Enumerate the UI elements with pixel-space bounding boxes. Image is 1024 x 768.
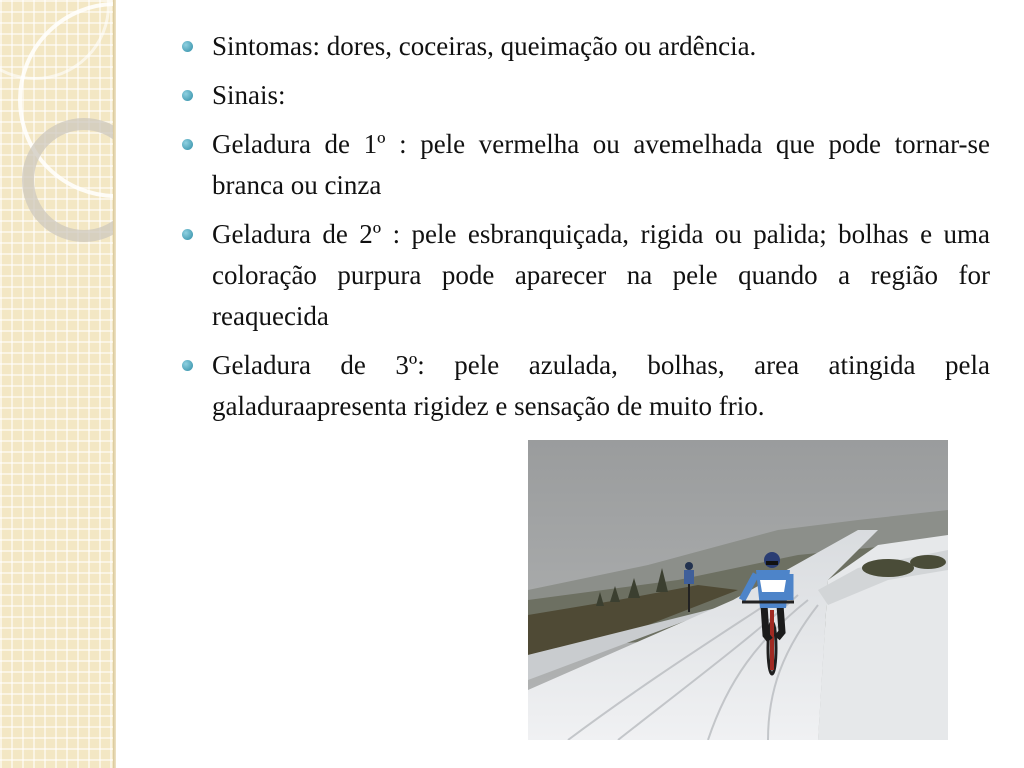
list-item [182,124,990,206]
bullet-dot-icon [182,229,193,240]
bullet-text: Geladura de 1º : pele vermelha ou avemelhada que pode tornar-se branca ou cinza [212,129,990,200]
bullet-dot-icon [182,41,193,52]
list-item [182,214,990,337]
list-item [182,345,990,427]
bullet-text: Geladura de 3º: pele azulada, bolhas, area atingida pela galaduraapresenta rigidez e sensação de muito frio. [212,350,990,421]
bullet-text: Geladura de 2º : pele esbranquiçada, rigida ou palida; bolhas e uma coloração purpura pode aparecer na pele quando a região for reaquecida [212,219,990,331]
decorative-side-strip [0,0,113,768]
strip-edge [113,0,116,768]
bullet-dot-icon [182,360,193,371]
bullet-dot-icon [182,139,193,150]
bullet-dot-icon [182,90,193,101]
bullet-text: Sintomas: dores, coceiras, queimação ou ardência. [212,31,757,61]
list-item [182,75,990,116]
bullet-text: Sinais: [212,80,286,110]
slide-body [182,26,990,435]
snowy-cyclists-photo [528,440,948,740]
bullet-list [182,26,990,427]
list-item [182,26,990,67]
